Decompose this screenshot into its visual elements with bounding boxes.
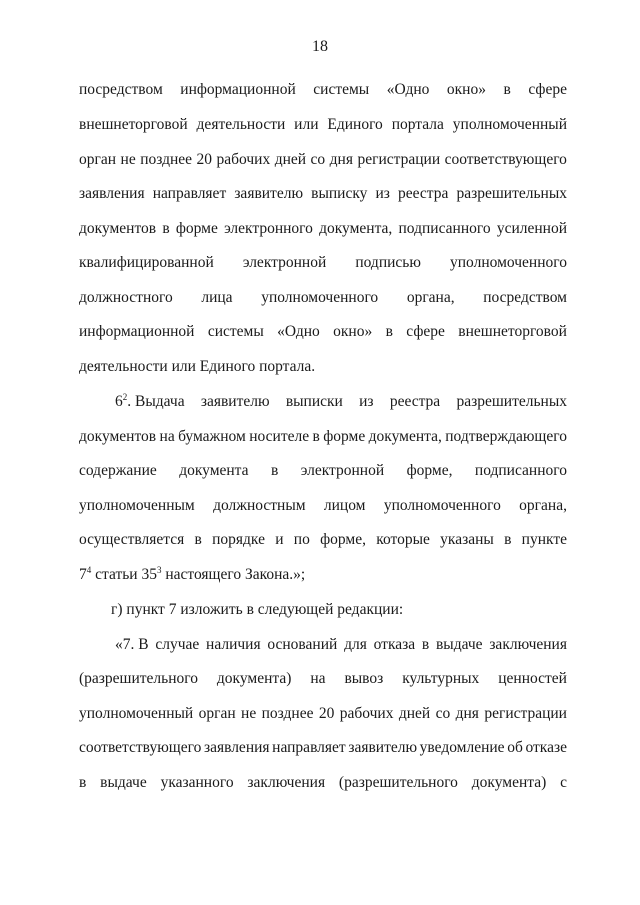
word: электронной [242,254,327,271]
word: форме [175,220,218,237]
word: содержание [79,462,157,479]
text-line [79,773,567,793]
word: реестра [398,185,449,202]
word: электронной [300,462,385,479]
paragraph-number: $6^2$. Выдача [115,392,185,410]
word: орган [198,705,236,722]
word: в [270,462,279,479]
word: системы [313,81,370,98]
word: которые [376,531,430,548]
word: ценностей [498,670,567,687]
word: оснований [267,636,338,653]
word: в [162,220,170,237]
paragraph-6-2-first-line [115,392,567,412]
word: органа, [406,289,455,306]
text-line [79,150,567,170]
text-line [79,288,567,308]
word: в [385,323,393,340]
word: окно» [446,81,486,98]
word: выписки [285,393,343,410]
word: наличия [206,636,261,653]
word: посредством [79,81,163,98]
word: форме, [406,462,453,479]
word: заключения [489,636,567,653]
word: соответствующего [79,739,202,756]
word: сфере [406,323,445,340]
reference-line: $7^4$ статьи $35^3$ настоящего Закона.»; [79,565,306,583]
word: уполномоченного [383,497,501,514]
word: усиленной [496,220,567,237]
word: рабочих [216,151,271,168]
word: из [359,393,374,410]
word: дня [329,151,353,168]
word: документа, [368,428,442,445]
word: с [560,774,567,791]
word: регистрации [357,151,441,168]
word: пункте [521,531,567,548]
word: «Одно [386,81,430,98]
word: должностным [213,497,306,514]
word: в [503,81,511,98]
word: заявления [203,739,270,756]
text-line [79,669,567,689]
word: носителе [249,428,310,445]
word: «7. В [115,636,149,653]
word: направляет [272,739,346,756]
text-line [79,115,567,135]
word: портала [391,116,444,133]
word: подписанного [398,220,491,237]
word: «Одно [277,323,320,340]
word: заявителю [234,185,304,202]
word: рабочих [339,705,394,722]
word: не [120,151,136,168]
text-line [79,427,567,447]
page-number: 18 [312,38,328,55]
word: случае [155,636,200,653]
word: орган [79,151,117,168]
word: по [293,531,310,548]
word: Единого [327,116,383,133]
word: дней [398,705,431,722]
word: разрешительных [456,185,567,202]
word: системы [207,323,264,340]
word: выдаче [100,774,147,791]
word: деятельности [196,116,286,133]
word: вывоз [344,670,384,687]
word: разрешительных [456,393,567,410]
word: в [312,428,320,445]
word: посредством [483,289,567,306]
word: отказа [373,636,416,653]
word: документов [79,428,157,445]
word: информационной [180,81,296,98]
word: указаны [440,531,494,548]
word: подписанного [474,462,567,479]
word: информационной [79,323,195,340]
text-line [79,322,567,342]
text-line [79,496,567,516]
word: сфере [528,81,567,98]
word: уполномоченного [450,254,567,271]
word: внешнеторговой [79,116,188,133]
word: заявителю [200,393,270,410]
word: реестра [389,393,441,410]
word: со [310,151,326,168]
word: уполномоченный [452,116,567,133]
word: лица [201,289,233,306]
word: культурных [402,670,480,687]
word: на [159,428,175,445]
word: дней [274,151,307,168]
text-line: г) пункт 7 изложить в следующей редакции: [111,601,404,618]
word: (разрешительного [338,774,458,791]
word: порядке [212,531,265,548]
word: органа, [519,497,567,514]
word: документа, [319,220,393,237]
word: не [241,705,257,722]
text-line [79,530,567,550]
text-line [79,219,567,239]
word: электронного [224,220,313,237]
word: документа) [216,670,292,687]
word: дня [455,705,479,722]
word: со [435,705,451,722]
text-line [79,184,567,204]
word: в [194,531,202,548]
word: форме, [320,531,366,548]
text-line [79,80,567,100]
word: заявления [79,185,145,202]
word: направляет [152,185,227,202]
word: позднее [261,705,314,722]
text-line [79,738,567,758]
word: или [294,116,319,133]
word: бумажном [178,428,246,445]
word: и [275,531,284,548]
word: уполномоченным [79,497,195,514]
word: в [79,774,87,791]
word: подписью [355,254,421,271]
word: в [421,636,430,653]
word: соответствующего [444,151,567,168]
word: из [375,185,390,202]
word: отказе [525,739,567,756]
word: для [344,636,367,653]
word: регистрации [484,705,567,722]
word: в [504,531,512,548]
word: подтверждающего [445,428,567,445]
text-line [115,635,567,655]
word: (разрешительного [79,670,198,687]
word: уполномоченный [79,705,194,722]
word: внешнеторговой [458,323,567,340]
text-line [79,461,567,481]
word: уведомление [419,739,505,756]
word: заключения [247,774,326,791]
word: лицом [323,497,366,514]
word: об [507,739,523,756]
word: уполномоченного [261,289,379,306]
word: документов [79,220,157,237]
word: документа) [471,774,547,791]
word: выписку [311,185,368,202]
text-line: деятельности или Единого портала. [79,358,316,375]
word: указанного [160,774,234,791]
text-line [79,704,567,724]
text-line [79,253,567,273]
word: на [310,670,326,687]
word: заявителю [348,739,418,756]
word: форме [323,428,366,445]
word: 20 [318,705,335,722]
word: выдаче [435,636,483,653]
word: должностного [79,289,173,306]
word: документа [179,462,249,479]
word: квалифицированной [79,254,214,271]
word: осуществляется [79,531,185,548]
word: 20 [196,151,213,168]
word: окно» [333,323,373,340]
word: позднее [140,151,193,168]
